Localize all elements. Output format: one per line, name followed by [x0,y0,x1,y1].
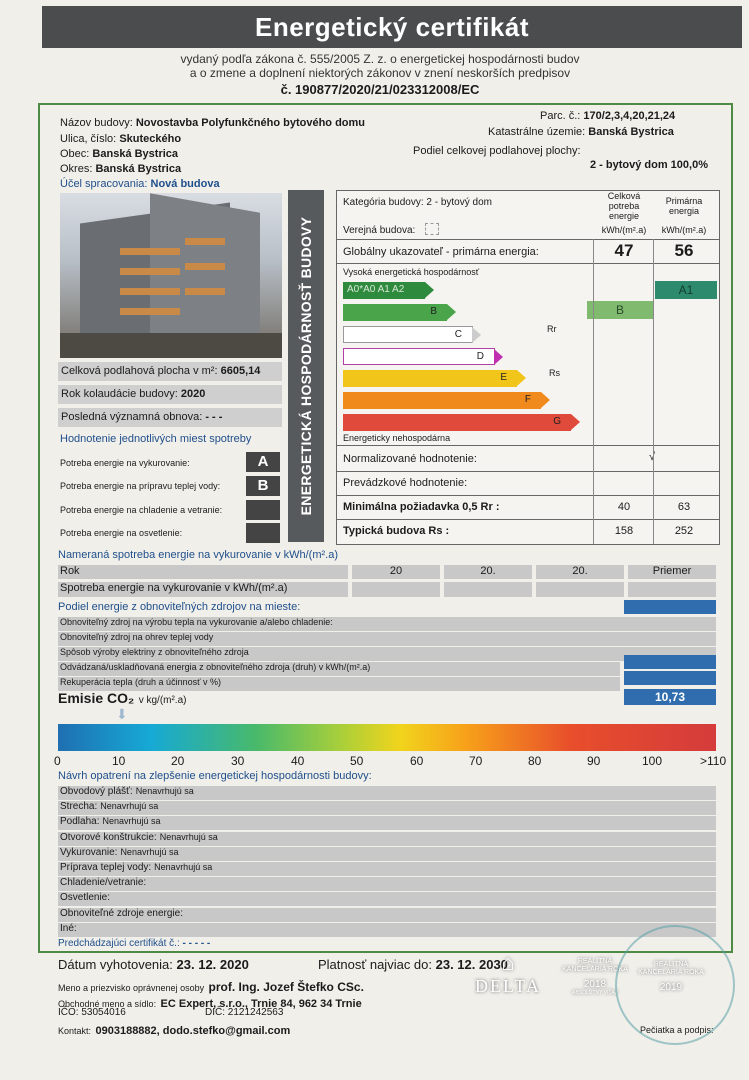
min-requirement-label: Minimálna požiadavka 0,5 Rr : [343,501,500,513]
person-value: prof. Ing. Jozef Štefko CSc. [208,980,364,994]
purpose-value: Nová budova [150,178,220,190]
delta-text: DELTA [475,976,541,996]
measure-row [58,923,716,937]
town-value: Banská Bystrica [92,148,179,160]
certificate-title: Energetický certifikát [42,6,742,48]
class-f-label: F [524,394,531,405]
measure-label: Obvodový plášť: [60,786,133,797]
previous-cert [58,938,210,949]
purpose-label: Účel spracovania: [60,178,148,190]
measured-year-2: 20. [444,565,532,579]
measure-label: Osvetlenie: [60,892,111,904]
building-category: Kategória budovy: 2 - bytový dom [343,197,492,208]
measure-label: Obnoviteľné zdroje energie: [60,907,183,919]
renewable-row-electricity: Spôsob výroby elektriny z obnoviteľného zdroja [58,647,716,661]
building-name-value: Novostavba Polyfunkčného bytového domu [135,117,366,129]
measure-label: Chladenie/vetranie: [60,877,147,889]
rating-grade-heating: A [246,452,280,472]
total-class-marker: B [587,301,653,319]
measure-label: Vykurovanie: [60,846,118,858]
parcel [540,110,675,122]
award-2-title: REALITNÁ KANCELÁRIA ROKA [638,961,704,976]
typical-total-value: 158 [614,525,634,537]
normalized-label: Normalizované hodnotenie: [343,453,477,465]
class-arrow-g [343,414,571,431]
measure-value: Nenavrhujú sa [135,786,194,796]
class-c-label: C [454,329,462,340]
class-arrow-d [343,348,495,365]
rating-label-cooling: Potreba energie na chladenie a vetranie: [60,505,223,515]
emissions-unit: v kg/(m².a) [138,695,187,706]
high-efficiency-label: Vysoká energetická hospodárnosť [343,267,480,277]
contact [58,1021,290,1039]
normalized-check: √ [649,451,656,463]
class-d-label: D [476,351,484,362]
measure-row [58,892,716,906]
measured-title: Nameraná spotreba energie na vykurovanie v kWh/(m².a) [58,549,339,561]
district-value: Banská Bystrica [95,163,182,175]
emissions-label: Emisie CO₂ [58,690,135,706]
contact-label: Kontakt: [58,1026,92,1036]
global-indicator-label: Globálny ukazovateľ - primárna energia: [343,246,539,258]
measured-year-label: Rok [58,565,348,579]
measure-row [58,816,716,830]
col2-unit: kWh/(m².a) [661,225,707,235]
measure-value: Nenavrhujú sa [120,846,179,857]
award-1-title: REALITNÁ KANCELÁRIA ROKA [562,958,628,973]
street-value: Skuteckého [119,133,182,145]
class-arrow-f [343,392,541,409]
building-name-label: Názov budovy: [60,117,133,129]
ico: IČO: 53054016 [58,1007,126,1018]
recuperation-box [624,671,716,685]
law-line-1: vydaný podľa zákona č. 555/2005 Z. z. o energetickej hospodárnosti budov [180,52,580,66]
floor-area-row [58,362,282,381]
scale-110: >110 [700,754,727,768]
class-g-label: G [553,416,561,427]
typical-building-label: Typická budova Rs : [343,525,450,537]
parcel-value: 170/2,3,4,20,21,24 [583,110,676,122]
district-label: Okres: [60,163,93,175]
scale-40: 40 [291,754,305,768]
col2-header: Primárna energia [665,196,703,216]
previous-cert-value: - - - - - [182,938,211,949]
renewables-share-box [624,600,716,614]
rating-label-lighting: Potreba energie na osvetlenie: [60,528,183,538]
class-arrow-b [343,304,447,321]
area-label: Celková podlahová plocha v m²: [61,365,218,377]
certificate-number: č. 190877/2020/21/023312008/EC [280,82,480,97]
parcel-label: Parc. č.: [540,110,581,122]
rating-label-heating: Potreba energie na vykurovanie: [60,458,190,468]
company-label: Obchodné meno a sídlo: [58,999,157,1009]
official-stamp [615,925,735,1045]
renovation-label: Posledná významná obnova: [61,411,203,423]
floor-share-label: Podiel celkovej podlahovej plochy: [413,145,581,157]
delta-sub: PROPERTY [483,997,533,1003]
measure-row [58,801,716,815]
town-label: Obec: [60,148,90,160]
building-photo [60,193,282,358]
col1-unit: kWh/(m².a) [601,225,647,235]
public-building-checkbox [425,223,439,235]
measured-year-3: 20. [536,565,624,579]
renewable-row-recuperation: Rekuperácia tepla (druh a účinnosť v %) [58,677,620,691]
valid-until-value: 23. 12. 2030 [435,957,508,972]
measure-value: Nenavrhujú sa [102,816,161,827]
rr-marker: Rr [547,324,557,334]
building-street [60,133,181,145]
global-primary-value: 56 [674,241,694,260]
valid-until-label: Platnosť najviac do: [318,957,432,972]
class-arrow-a [343,282,425,299]
renewable-row-hotwater: Obnoviteľný zdroj na ohrev teplej vody [58,632,716,646]
renewable-stored-box [624,655,716,669]
measured-consumption-label: Spotreba energie na vykurovanie v kWh/(m².a) [58,582,348,597]
vertical-title-bar [288,190,324,542]
measure-row [58,862,716,876]
energy-class-chart [336,190,720,545]
person-label: Meno a priezvisko oprávnenej osoby [58,983,205,993]
public-building-label: Verejná budova: [343,225,416,236]
year-label: Rok kolaudácie budovy: [61,388,178,400]
measured-average-label: Priemer [628,565,716,579]
award-1-sub: ABSOLÚTNY VÍŤAZ [572,990,618,996]
rs-marker: Rs [549,368,560,378]
renewable-row-stored: Odvádzaná/uskladňovaná energia z obnoviteľného zdroja (druh) v kWh/(m².a) [58,662,620,676]
primary-class-marker: A1 [655,281,717,299]
building-name [60,117,365,129]
renewable-row-heating: Obnoviteľný zdroj na výrobu tepla na vykurovanie a/alebo chladenie: [58,617,716,631]
street-label: Ulica, číslo: [60,133,117,145]
area-value: 6605,14 [220,365,261,377]
award-1-year: 2018 [583,979,607,990]
class-b-label: B [430,306,437,317]
building-purpose [60,178,220,190]
scale-100: 100 [642,754,663,768]
scale-80: 80 [528,754,542,768]
issue-date-label: Dátum vyhotovenia: [58,957,173,972]
measures-title: Návrh opatrení na zlepšenie energetickej hospodárnosti budovy: [58,770,372,782]
low-efficiency-label: Energeticky nehospodárna [343,433,451,443]
building-district [60,163,181,175]
renovation-row [58,408,282,427]
approval-year-row [58,385,282,404]
class-e-label: E [500,372,507,383]
rating-label-hotwater: Potreba energie na prípravu teplej vody: [60,481,221,491]
scale-20: 20 [171,754,185,768]
dic: DIČ: 2121242563 [205,1007,284,1018]
rating-grade-lighting [246,523,280,543]
issue-date [58,957,249,972]
global-total-value: 47 [614,241,634,260]
ratings-title: Hodnotenie jednotlivých miest spotreby [60,433,252,445]
cadastre-value: Banská Bystrica [588,126,674,138]
min-primary-value: 63 [677,501,691,513]
renovation-value: - - - [205,411,223,423]
rating-grade-cooling [246,500,280,520]
measure-label: Iné: [60,922,77,934]
measure-label: Príprava teplej vody: [60,862,152,873]
building-town [60,148,178,160]
measure-row [58,877,716,891]
vertical-title: ENERGETICKÁ HOSPODÁRNOSŤ BUDOVY [298,216,314,516]
measure-label: Otvorové konštrukcie: [60,831,157,843]
scale-60: 60 [410,754,424,768]
year-value: 2020 [180,388,206,400]
class-arrow-e [343,370,517,387]
emissions-value: 10,73 [624,689,716,705]
measure-label: Podlaha: [60,816,100,828]
measure-label: Strecha: [60,801,98,813]
min-total-value: 40 [617,501,631,513]
measure-value: Nenavrhujú sa [100,801,159,812]
scale-90: 90 [587,754,601,768]
floor-share-value: 2 - bytový dom 100,0% [590,159,708,171]
measure-value: Nenavrhujú sa [154,862,213,872]
scale-0: 0 [54,754,61,768]
measure-row [58,908,716,922]
scale-30: 30 [231,754,245,768]
measure-value: Nenavrhujú sa [159,831,218,842]
previous-cert-label: Predchádzajúci certifikát č.: [58,938,180,949]
operational-label: Prevádzkové hodnotenie: [343,477,468,489]
measured-year-1: 20 [352,565,440,579]
award-2-year: 2019 [659,982,683,993]
class-arrow-c [343,326,473,343]
emissions-scale-bar [58,724,716,751]
issue-date-value: 23. 12. 2020 [176,957,249,972]
scale-10: 10 [112,754,126,768]
col1-header: Celková potreba energie [607,191,641,221]
scale-70: 70 [469,754,483,768]
measure-row [58,832,716,846]
measure-row [58,847,716,861]
class-a-label: A0*A0 A1 A2 [347,284,405,295]
typical-primary-value: 252 [674,525,694,537]
stamp-signature-label: Pečiatka a podpis: [640,1025,714,1035]
emissions-pointer-icon: ⬇ [116,706,128,722]
measure-row [58,786,716,800]
contact-value: 0903188882, dodo.stefko@gmail.com [95,1025,291,1037]
delta-logo: ⌂ DELTA PROPERTY [462,950,554,1010]
cadastre-label: Katastrálne územie: [488,126,586,138]
scale-50: 50 [350,754,364,768]
company-value: EC Expert, s.r.o., Trnie 84, 962 34 Trnie [160,998,362,1010]
renewables-title: Podiel energie z obnoviteľných zdrojov na mieste: [58,601,301,613]
cadastre [488,126,674,138]
law-line-2: a o zmene a doplnení niektorých zákonov v znení neskorších predpisov [189,66,571,80]
rating-grade-hotwater: B [246,476,280,496]
